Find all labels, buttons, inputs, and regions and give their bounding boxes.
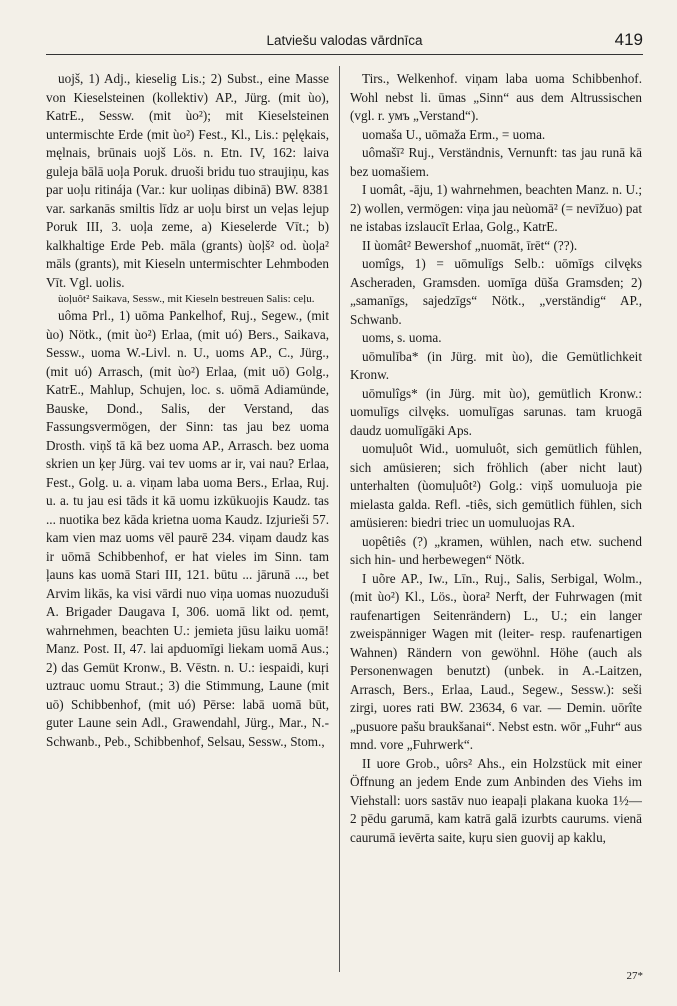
entry-uopeties: uopêtiês (?) „kramen, wühlen, nach etw. suchend sich hin- und herbewegen“ Nötk. bbox=[350, 533, 642, 567]
left-column bbox=[46, 70, 329, 970]
page-number: 419 bbox=[614, 30, 643, 49]
entry-uoms: uoms, s. uoma. bbox=[362, 330, 442, 345]
entry-uomasa: uomaša U., uōmaža Erm., = uoma. bbox=[362, 126, 546, 142]
entry-uoma: uôma Prl., 1) uōma Pankelhof, Ruj., Segew., (mit ùo) Nötk., (mit ùo²) Erlaa, (mit uó) Bers., Saikava, Sessw., uoma W.-Livl. n. U., uoms AP., C., Jürg., (mit uó) Arrasch, (mit ùo²) Erlaa, (mit uō) Golg., KatrE., Mahlup, Schujen, loc. s. uōmā Adiamünde, Bauske, Dond., Salis, der Verstand, das Fassungsvermögen, der Sinn: tas jau bez uoma Drosth. viņš tā kā bez uoma AP., Arrasch. bez uoma skrien un ķeŗ Jürg. vai tev uoms ar ir, vai nau? Erlaa, Fest., Golg. u. a. viņam laba uoma Bers., Erlaa, Ruj. u. a. tu jau esi tāds it kā uomu izkūkuojis Kaudz. tas ... nuotika bez kāda krietna uoma Kaudz. Izjurieši 57. kam vien maz uoms vēl paurē 234. viņam daudz kas ir uōmā Schibbenhof, er hat vieles im Sinn. tam ļauns kas uomā Stari III, 121. būtu ... jārunā ..., bet Arvim likās, ka visi vārdi nuo viņa uomas nuozuduši A. Brigader Daugava I, 306. uomā likt od. ņemt, wahrnehmen, beachten U.: jemieta jūsu laiku uomā! Manz. Post. II, 47. lai apduomīgi liekam uomā Aus.; 2) das Gemüt Kronw., B. Vēstn. n. U.: iespaidi, kuŗi uztrauc uomu Straut.; 3) die Stimmung, Laune (mit uō) Schibbenhof, (mit uó) Pērse: labā uomā būt, guter Laune sein Adl., Grawendahl, Jürg., Mar., N.-Schwanb., Peb., Schibbenhof, Selsau, Sessw., Stom., bbox=[46, 308, 329, 749]
entry-uore-1: I uõre AP., Iw., Līn., Ruj., Salis, Serbigal, Wolm., (mit ùo²) Kl., Lös., ùora² Nerft, der Fuhrwagen (mit raufenartigen Seitenrändern) L., U.; ein langer zweispänniger Wagen mit (leiter- resp. raufenartigen Wahnen) Rändern von gewöhnl. Höhe (auch als Personenwagen benutzt) (unbek. in A.-Laitzen, Arrasch, Bers., Erlaa, Laud., Segew., Sessw.): seši zirgi, uores rati BW. 23634, 6 var. — Demin. uōrîte „pusuore pašu braukšanai“. Nebst estn. wōr „Fuhr“ aus mnd. vore „Fuhrwerk“. bbox=[350, 570, 642, 752]
entry-uoma-continued: Tirs., Welkenhof. viņam laba uoma Schibbenhof. Wohl nebst li. ūmas „Sinn“ aus dem Altrussischen (vgl. r. умъ „Verstand“). bbox=[350, 71, 642, 123]
signature-mark: 27* bbox=[626, 970, 643, 982]
entry-uomasi: uômašī² Ruj., Verständnis, Vernunft: tas jau runā kā bez uomašiem. bbox=[350, 145, 642, 179]
column-divider bbox=[339, 66, 340, 972]
entry-uoluot: ùoļuôt² Saikava, Sessw., mit Kieseln bestreuen Salis: ceļu. bbox=[58, 293, 315, 305]
entry-uomat-1: I uomât, -āju, 1) wahrnehmen, beachten Manz. n. U.; 2) wollen, vermögen: viņa jau neùomā² (= nevīžuo) pat ne istabas izslaucīt Erlaa, Golg., KatrE. bbox=[350, 182, 642, 234]
entry-uomat-2: II ùomât² Bewershof „nuomāt, īrēt“ (??). bbox=[362, 237, 578, 253]
page-header bbox=[46, 30, 643, 55]
entry-uojs: uojš, 1) Adj., kieselig Lis.; 2) Subst., eine Masse von Kieselsteinen (kollektiv) AP., Jürg. (mit ùo), KatrE., Sessw. (mit ùo²); mit Kieselsteinen untermischte Erde (mit ùo²) Fest., Kl., Lis.: pęlękais, męlnais, brūnais uojš Lös. n. Etn. IV, 162: laiva guleja bālā uoļa Poruk. druoši bridu tuo straujiņu, kas par uoļu ritinája (Var.: kur uoliņas dibinā) BW. 8381 var. sarkanās smiltis līdz ar uoļu birst un veļas lejup Poruk III, 3. uoļa zeme, a) Kieselerde Vīt.; b) kalkhaltige Erde Peb. māla (grants) ùoļš² od. ùoļa² māls (grants), mit Kieseln untermischter Lehmboden Vīt. Vgl. uolis. bbox=[46, 71, 329, 290]
entry-uomuluot: uomuļuôt Wid., uomuluôt, sich gemütlich fühlen, sich amüsieren; sich fröhlich (aber nicht laut) unterhalten (ùomuļuôt²) Golg.: viņš uomuluoja pie mielasta galda. Refl. -tiês, sich gemütlich fühlen, sich amüsieren: biedri triec un uomuluojas RA. bbox=[350, 441, 642, 530]
entry-uore-2: II uore Grob., uôrs² Ahs., ein Holzstück mit einer Öffnung an jedem Ende zum Anbinden des Viehs im Viehstall: uors sastāv nuo ieapaļi plakana kuoka 1½—2 pēdu garumā, kam katrā galā izurbts caurums. vienā caurumā ievērta saite, kuŗu sien guovij ap kaklu, bbox=[350, 755, 642, 845]
entry-uomuligs: uōmulîgs* (in Jürg. mit ùo), gemütlich Kronw.: uomulīgs cilvęks. uomulīgas sarunas. tam kruogā daudz uomulīgāki Aps. bbox=[350, 385, 642, 438]
entry-uomigs: uomîgs, 1) = uōmulīgs Selb.: uōmīgs cilvęks Ascheraden, Gramsden. uomīga dūša Gramsden; 2) „samanīgs, sajedzīgs“ Nötk., „verständig“ AP., Schwanb. bbox=[350, 256, 642, 327]
right-column bbox=[350, 70, 642, 970]
entry-uomuliba: uōmulība* (in Jürg. mit ùo), die Gemütlichkeit Kronw. bbox=[350, 348, 642, 382]
running-title: Latviešu valodas vārdnīca bbox=[266, 33, 423, 48]
